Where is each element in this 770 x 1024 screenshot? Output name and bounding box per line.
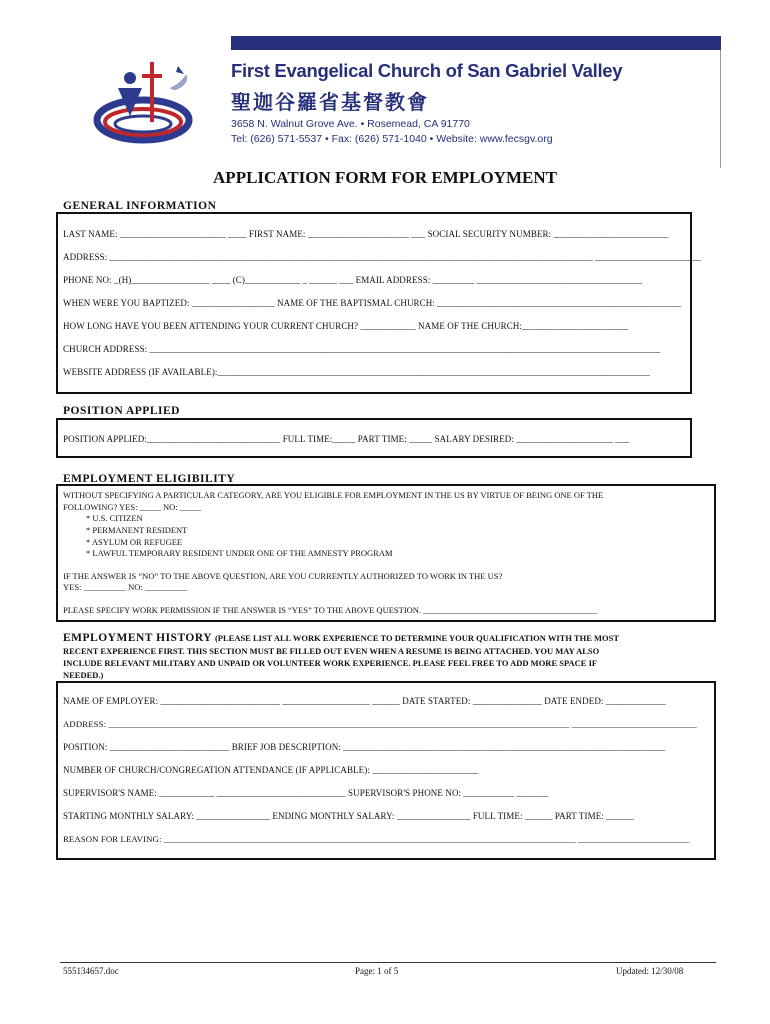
option-permanent-resident: * PERMANENT RESIDENT xyxy=(86,525,188,535)
authorization-yes-no[interactable]: YES: __________ NO: __________ xyxy=(63,582,188,592)
footer-page-number: Page: 1 of 5 xyxy=(355,966,399,976)
salary-line[interactable]: STARTING MONTHLY SALARY: ________________ ENDING MONTHLY SALARY: ________________ FULL TIME: ______ PART TIME: ______ xyxy=(63,811,634,821)
position-heading: POSITION APPLIED xyxy=(63,405,180,417)
work-permission-line[interactable]: PLEASE SPECIFY WORK PERMISSION IF THE ANSWER IS “YES” TO THE ABOVE QUESTION. _________________________________________ xyxy=(63,605,598,615)
eligibility-heading: EMPLOYMENT ELIGIBILITY xyxy=(63,473,236,485)
header-divider xyxy=(720,50,721,168)
position-line[interactable]: POSITION APPLIED:_____________________________ FULL TIME:_____ PART TIME: _____ SALARY DESIRED: _____________________ ___ xyxy=(63,434,630,444)
baptism-line[interactable]: WHEN WERE YOU BAPTIZED: __________________ NAME OF THE BAPTISMAL CHURCH: _____________________________________________________ xyxy=(63,298,682,308)
church-chinese-name: 聖迦谷羅省基督教會 xyxy=(231,92,429,114)
eligibility-question: WITHOUT SPECIFYING A PARTICULAR CATEGORY, ARE YOU ELIGIBLE FOR EMPLOYMENT IN THE US BY VIRTUE OF BEING ONE OF THE xyxy=(63,490,604,500)
eligibility-yes-no[interactable]: FOLLOWING? YES: _____ NO: _____ xyxy=(63,502,202,512)
attendance-line[interactable]: NUMBER OF CHURCH/CONGREGATION ATTENDANCE (IF APPLICABLE): _______________________ xyxy=(63,765,479,775)
history-heading-row xyxy=(63,632,619,644)
church-address-line[interactable]: CHURCH ADDRESS: _______________________________________________________________________________________________________________ xyxy=(63,344,661,354)
church-attendance-line[interactable]: HOW LONG HAVE YOU BEEN ATTENDING YOUR CURRENT CHURCH? ____________ NAME OF THE CHURCH:_______________________ xyxy=(63,321,628,331)
church-address: 3658 N. Walnut Grove Ave. • Rosemead, CA 91770 xyxy=(231,118,470,130)
history-note-1: (PLEASE LIST ALL WORK EXPERIENCE TO DETERMINE YOUR QUALIFICATION WITH THE MOST xyxy=(214,633,620,643)
history-note-3: INCLUDE RELEVANT MILITARY AND UNPAID OR VOLUNTEER WORK EXPERIENCE. PLEASE FEEL FREE TO ADD MORE SPACE IF xyxy=(63,658,598,668)
option-citizen: * U.S. CITIZEN xyxy=(86,513,143,523)
reason-leaving-line[interactable]: REASON FOR LEAVING: ____________________________________________________________________________________________ _________________________ xyxy=(63,834,690,844)
footer-rule xyxy=(60,962,716,963)
history-note-4: NEEDED.) xyxy=(63,670,104,680)
website-line[interactable]: WEBSITE ADDRESS (IF AVAILABLE):______________________________________________________________________________________________ xyxy=(63,367,650,377)
employer-address-line[interactable]: ADDRESS: _______________________________________________________________________________________________________ ____________________________ xyxy=(63,719,697,729)
authorization-question: IF THE ANSWER IS “NO” TO THE ABOVE QUESTION, ARE YOU CURRENTLY AUTHORIZED TO WORK IN THE US? xyxy=(63,571,503,581)
phone-email-line[interactable]: PHONE NO: _(H)_________________ ____ (C)____________ _ ______ ___ EMAIL ADDRESS: _________ ____________________________________ xyxy=(63,275,643,285)
church-contact: Tel: (626) 571-5537 • Fax: (626) 571-1040 • Website: www.fecsgv.org xyxy=(231,133,553,145)
header-bar xyxy=(231,36,721,50)
history-heading: EMPLOYMENT HISTORY xyxy=(63,632,213,644)
option-temporary-resident: * LAWFUL TEMPORARY RESIDENT UNDER ONE OF THE AMNESTY PROGRAM xyxy=(86,548,393,558)
address-line[interactable]: ADDRESS: _________________________________________________________________________________________________________ _______________________ xyxy=(63,252,701,262)
history-note-2: RECENT EXPERIENCE FIRST. THIS SECTION MUST BE FILLED OUT EVEN WHEN A RESUME IS BEING ATTACHED. YOU MAY ALSO xyxy=(63,646,600,656)
footer-filename: 555134657.doc xyxy=(63,966,119,976)
church-logo xyxy=(88,60,208,155)
supervisor-line[interactable]: SUPERVISOR'S NAME: ____________ ____________________________ SUPERVISOR'S PHONE NO: ___________ _______ xyxy=(63,788,549,798)
footer-updated: Updated: 12/30/08 xyxy=(616,966,684,976)
church-name: First Evangelical Church of San Gabriel Valley xyxy=(231,60,623,81)
general-info-heading: GENERAL INFORMATION xyxy=(63,200,217,212)
form-title: APPLICATION FORM FOR EMPLOYMENT xyxy=(213,168,557,187)
job-position-line[interactable]: POSITION: __________________________ BRIEF JOB DESCRIPTION: ______________________________________________________________________ xyxy=(63,742,666,752)
last-name-line[interactable]: LAST NAME: _______________________ ____ FIRST NAME: ______________________ ___ SOCIAL SECURITY NUMBER: _________________________ xyxy=(63,229,669,239)
employer-line[interactable]: NAME OF EMPLOYER: __________________________ ___________________ ______ DATE STARTED: _______________ DATE ENDED: _____________ xyxy=(63,696,666,706)
option-asylum: * ASYLUM OR REFUGEE xyxy=(86,537,183,547)
